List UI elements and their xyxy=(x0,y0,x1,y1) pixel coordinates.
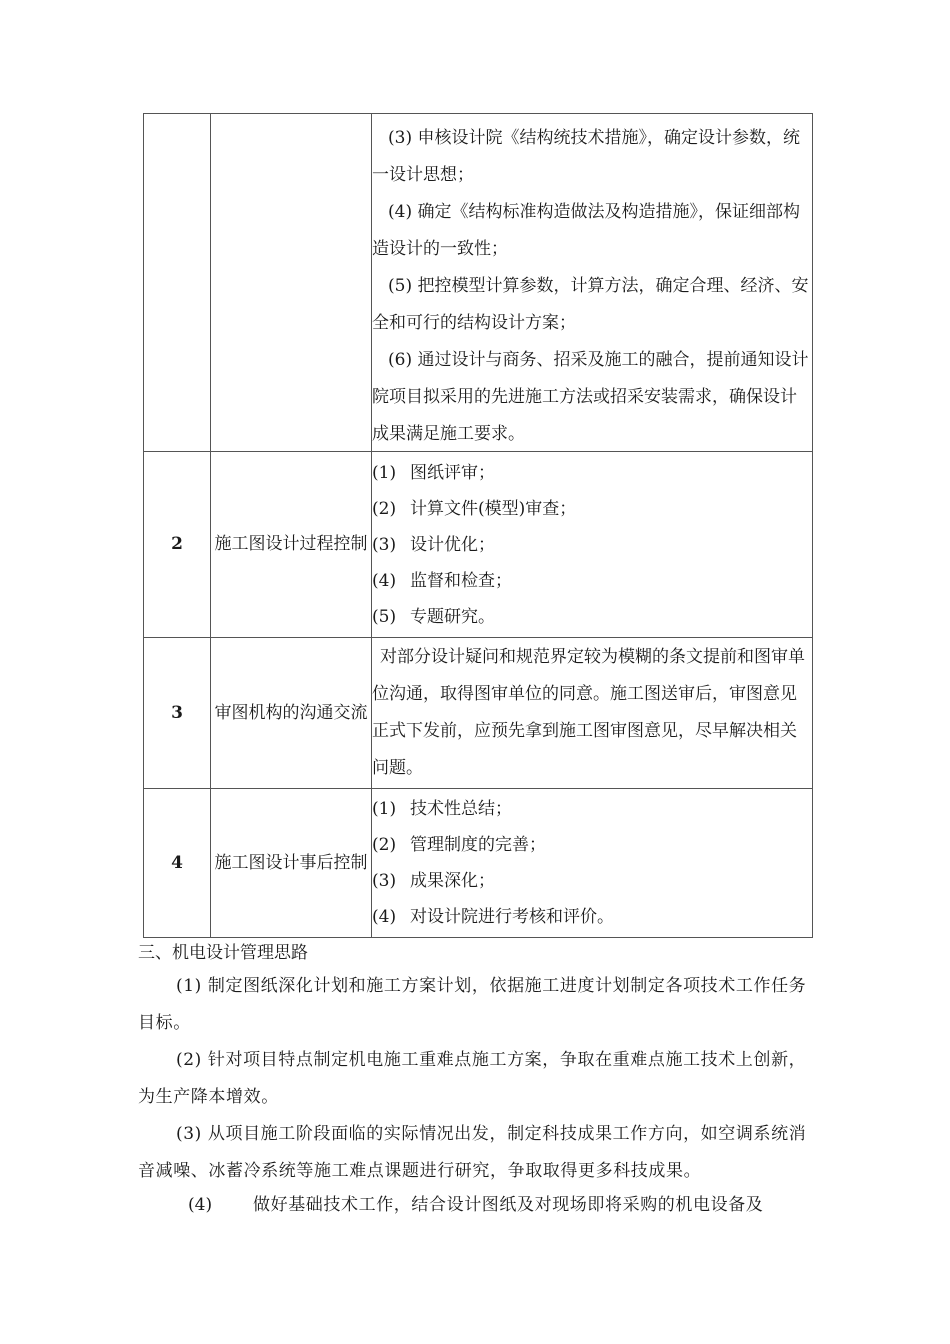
row-number-cell: 2 xyxy=(144,452,211,638)
list-item: (5) 专题研究。 xyxy=(372,606,495,627)
content-cell xyxy=(372,452,813,638)
list-item: (3) 设计优化； xyxy=(372,534,495,555)
item-cell xyxy=(211,114,372,452)
content-paragraph: (4) 确定《结构标准构造做法及构造措施》，保证细部构造设计的一致性； xyxy=(372,202,800,259)
row-number-cell: 3 xyxy=(144,638,211,789)
section-heading: 三、机电设计管理思路 xyxy=(138,943,308,963)
paragraph-text: 做好基础技术工作，结合设计图纸及对现场即将采购的机电设备及 xyxy=(253,1195,764,1215)
paragraph-number: (4) xyxy=(188,1195,213,1215)
content-paragraph: (5) 把控模型计算参数，计算方法，确定合理、经济、安全和可行的结构设计方案； xyxy=(372,276,809,333)
content-cell xyxy=(372,638,813,789)
row-number-cell xyxy=(144,114,211,452)
body-paragraph: (3) 从项目施工阶段面临的实际情况出发，制定科技成果工作方向，如空调系统消音减噪、冰蓄冷系统等施工难点课题进行研究，争取取得更多科技成果。 xyxy=(138,1124,807,1181)
list-item: (1) 图纸评审； xyxy=(372,462,495,483)
table-row xyxy=(144,638,813,789)
content-text xyxy=(372,120,812,450)
content-cell xyxy=(372,789,813,938)
item-cell: 施工图设计过程控制 xyxy=(211,452,372,638)
body-paragraph: (2) 针对项目特点制定机电施工重难点施工方案，争取在重难点施工技术上创新，为生产降本增效。 xyxy=(138,1050,807,1107)
body-paragraph: (1) 制定图纸深化计划和施工方案计划，依据施工进度计划制定各项技术工作任务目标。 xyxy=(138,976,807,1033)
list-item: (4) 监督和检查； xyxy=(372,570,512,591)
list-item: (2) 计算文件(模型)审查； xyxy=(372,498,577,519)
table-row xyxy=(144,452,813,638)
list-item: (2) 管理制度的完善； xyxy=(372,835,546,855)
table-row xyxy=(144,789,813,938)
item-cell: 审图机构的沟通交流 xyxy=(211,638,372,789)
content-paragraph: (6) 通过设计与商务、招采及施工的融合，提前通知设计院项目拟采用的先进施工方法或招采安装需求，确保设计成果满足施工要求。 xyxy=(372,350,809,444)
content-cell xyxy=(372,114,813,452)
design-management-table xyxy=(143,113,813,938)
list-item: (1) 技术性总结； xyxy=(372,799,512,819)
table-row xyxy=(144,114,813,452)
list-item: (3) 成果深化； xyxy=(372,871,495,891)
item-cell: 施工图设计事后控制 xyxy=(211,789,372,938)
content-paragraph: (3) 申核设计院《结构统技术措施》，确定设计参数，统一设计思想； xyxy=(372,128,800,185)
list-item: (4) 对设计院进行考核和评价。 xyxy=(372,907,614,927)
content-paragraph: 对部分设计疑问和规范界定较为模糊的条文提前和图审单位沟通，取得图审单位的同意。施工图送审后，审图意见正式下发前，应预先拿到施工图审图意见，尽早解决相关问题。 xyxy=(372,647,805,778)
row-number-cell: 4 xyxy=(144,789,211,938)
